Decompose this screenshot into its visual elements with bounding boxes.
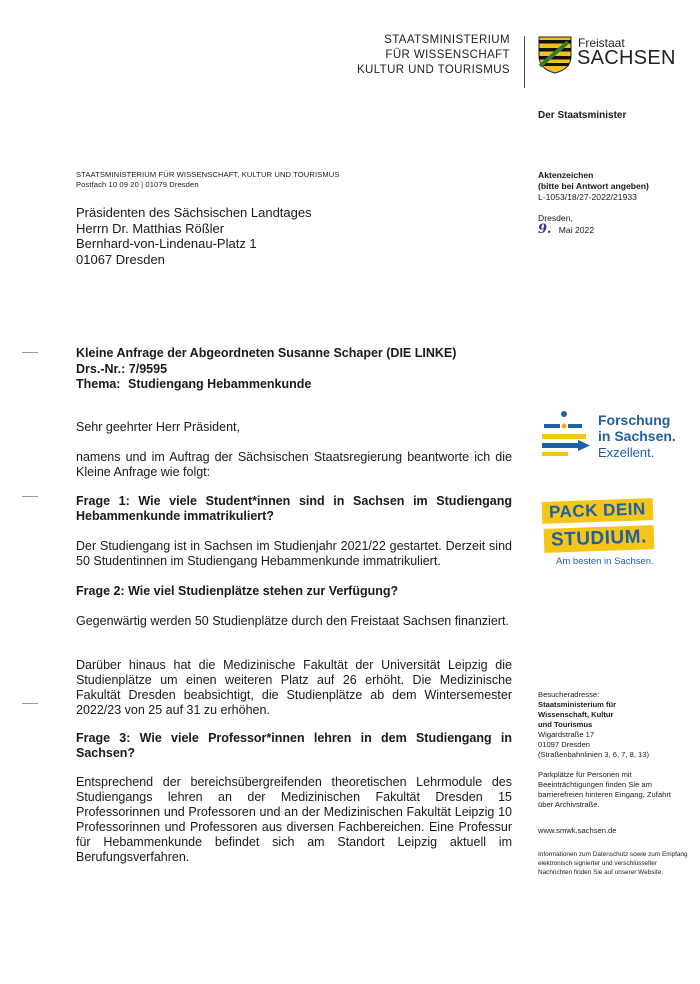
intro-paragraph: namens und im Auftrag der Sächsischen Staatsregierung beantworte ich die Kleine Anfrage wie folgt: [76, 450, 512, 479]
reference-block [538, 170, 649, 203]
topic-label: Thema: [76, 377, 121, 391]
forschung-emblem-icon [540, 410, 592, 468]
recipient-line-1: Präsidenten des Sächsischen Landtages [76, 205, 312, 220]
visitor-tram: (Straßenbahnlinien 3, 6, 7, 8, 13) [538, 750, 650, 759]
saxony-crest-icon [538, 36, 572, 74]
date-block [538, 213, 594, 236]
ministry-line-1: STAATSMINISTERIUM [384, 34, 510, 46]
ministry-line-3: KULTUR UND TOURISMUS [356, 64, 510, 76]
recipient-line-3: Bernhard-von-Lindenau-Platz 1 [76, 236, 257, 251]
answer-1: Der Studiengang ist in Sachsen im Studienjahr 2021/22 gestartet. Derzeit sind 50 Studentinnen im Studiengang Hebammenkunde immatrikuliert. [76, 539, 512, 568]
forschung-text-3: Exzellent. [598, 445, 655, 460]
reference-label: Aktenzeichen [538, 170, 594, 180]
date-month-year: Mai 2022 [558, 225, 595, 235]
subject-line-2: Drs.-Nr.: 7/9595 [76, 361, 168, 376]
subject-line-1: Kleine Anfrage der Abgeordneten Susanne Schaper (DIE LINKE) [76, 346, 457, 360]
pack-text-2: STUDIUM. [544, 525, 655, 553]
parking-info: Parkplätze für Personen mit Beeinträchtigungen finden Sie am barrierefreien hinteren Eingang, Zufahrt über Archivstraße. [538, 770, 671, 809]
visitor-address [538, 690, 688, 760]
sender-address [76, 170, 340, 190]
reference-number: L-1053/18/27-2022/21933 [538, 192, 637, 202]
website-link[interactable]: www.smwk.sachsen.de [538, 826, 617, 835]
subject-block [76, 346, 456, 393]
recipient-line-2: Herrn Dr. Matthias Rößler [76, 220, 225, 236]
pack-text-3: Am besten in Sachsen. [556, 556, 654, 567]
privacy-note: Informationen zum Datenschutz sowie zum Empfang elektronisch signierter und verschlüsselter Nachrichten finden Sie auf unserer Website. [538, 851, 688, 876]
reference-note: (bitte bei Antwort angeben) [538, 181, 649, 191]
visitor-name-1: Staatsministerium für [538, 700, 617, 709]
visitor-name-2: Wissenschaft, Kultur [538, 710, 614, 719]
topic-value: Studiengang Hebammenkunde [128, 377, 312, 391]
visitor-street: Wigardstraße 17 [538, 730, 595, 739]
sachsen-label: SACHSEN [577, 47, 676, 69]
recipient-line-4: 01067 Dresden [76, 251, 165, 267]
question-2: Frage 2: Wie viel Studienplätze stehen zur Verfügung? [76, 584, 399, 598]
visitor-city: 01097 Dresden [538, 740, 590, 749]
fold-mark-bottom [22, 703, 38, 704]
minister-title: Der Staatsminister [538, 110, 627, 121]
sender-line-2: Postfach 10 09 20 | 01079 Dresden [76, 180, 199, 189]
punch-mark [22, 496, 38, 497]
question-1: Frage 1: Wie viele Student*innen sind in Sachsen im Studiengang Hebammenkunde immatrikuliert? [76, 494, 512, 523]
forschung-logo [540, 410, 680, 470]
question-3: Frage 3: Wie viele Professor*innen lehren in dem Studiengang in Sachsen? [76, 731, 512, 760]
fold-mark-top [22, 352, 38, 353]
salutation: Sehr geehrter Herr Präsident, [76, 420, 240, 434]
answer-2a: Gegenwärtig werden 50 Studienplätze durch den Freistaat Sachsen finanziert. [76, 614, 509, 628]
visitor-label: Besucheradresse: [538, 690, 600, 699]
forschung-text-2: in Sachsen. [598, 428, 676, 444]
freistaat-label: Freistaat [578, 36, 625, 50]
recipient-address [76, 205, 312, 267]
forschung-text-1: Forschung [598, 412, 671, 428]
sender-line-1: STAATSMINISTERIUM FÜR WISSENSCHAFT, KULTUR UND TOURISMUS [76, 170, 340, 179]
pack-dein-studium-logo [540, 498, 660, 572]
date-day: 9. [538, 222, 552, 237]
answer-2b: Darüber hinaus hat die Medizinische Fakultät der Universität Leipzig die Studienplätze um einen weiteren Platz auf 26 erhöht. Die Medizinische Fakultät Dresden beabsichtigt, die Studienplätze ab dem Wintersemester 2022/23 von 25 auf 31 zu erhöhen. [76, 658, 512, 717]
ministry-name [357, 33, 510, 78]
answer-3: Entsprechend der bereichsübergreifenden theoretischen Lehrmodule des Studiengangs lehren an der Medizinischen Fakultät Dresden 15 Professorinnen und Professoren und an der Medizinischen Fakultät Leipzig 10 Professorinnen und Professoren aus diversen Fachbereichen. Eine Professur für Hebammenkunde befindet sich am Standort Leipzig aktuell im Berufungsverfahren. [76, 775, 512, 864]
pack-text-1: PACK DEIN [542, 498, 653, 524]
date-city: Dresden, [538, 213, 573, 223]
header-divider [524, 36, 525, 88]
visitor-name-3: und Tourismus [538, 720, 593, 729]
ministry-line-2: FÜR WISSENSCHAFT [385, 49, 510, 61]
